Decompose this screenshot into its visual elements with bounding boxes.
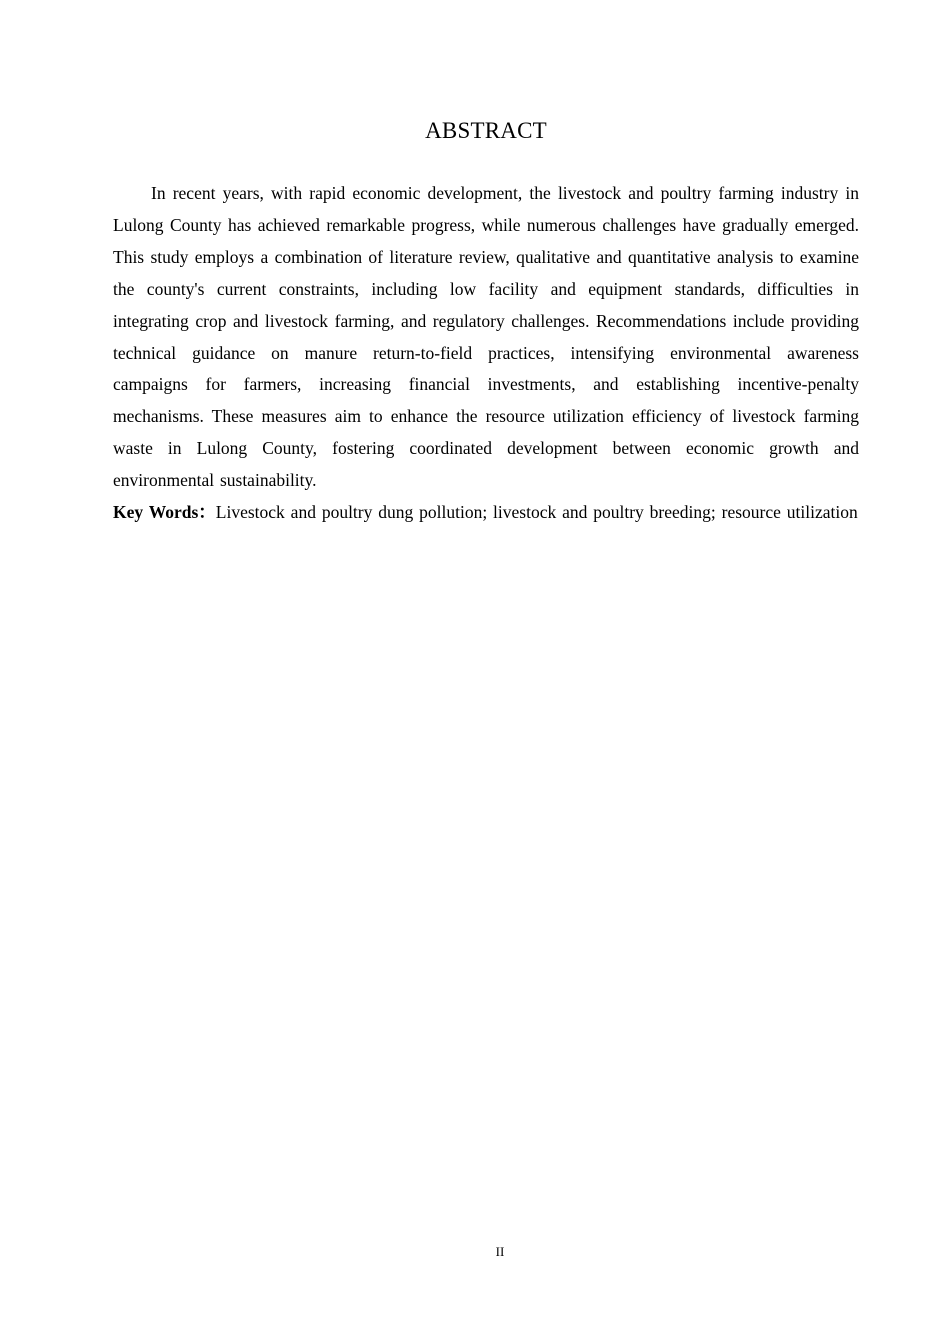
keywords-text: Livestock and poultry dung pollution; livestock and poultry breeding; resource utilization — [215, 502, 858, 523]
keywords-label: Key Words： — [113, 502, 216, 523]
page-number: II — [495, 1244, 505, 1259]
page-title: ABSTRACT — [425, 118, 547, 143]
keywords-paragraph — [113, 497, 859, 529]
abstract-body — [113, 178, 859, 529]
abstract-paragraph: In recent years, with rapid economic development, the livestock and poultry farming industry in Lulong County has achieved remarkable progress, while numerous challenges have gradually emerged. This study employs a combination of literature review, qualitative and quantitative analysis to examine the county's current constraints, including low facility and equipment standards, difficulties in integrating crop and livestock farming, and regulatory challenges. Recommendations include providing technical guidance on manure return-to-field practices, intensifying environmental awareness campaigns for farmers, increasing financial investments, and establishing incentive-penalty mechanisms. These measures aim to enhance the resource utilization efficiency of livestock farming waste in Lulong County, fostering coordinated development between economic growth and environmental sustainability. — [113, 183, 859, 491]
